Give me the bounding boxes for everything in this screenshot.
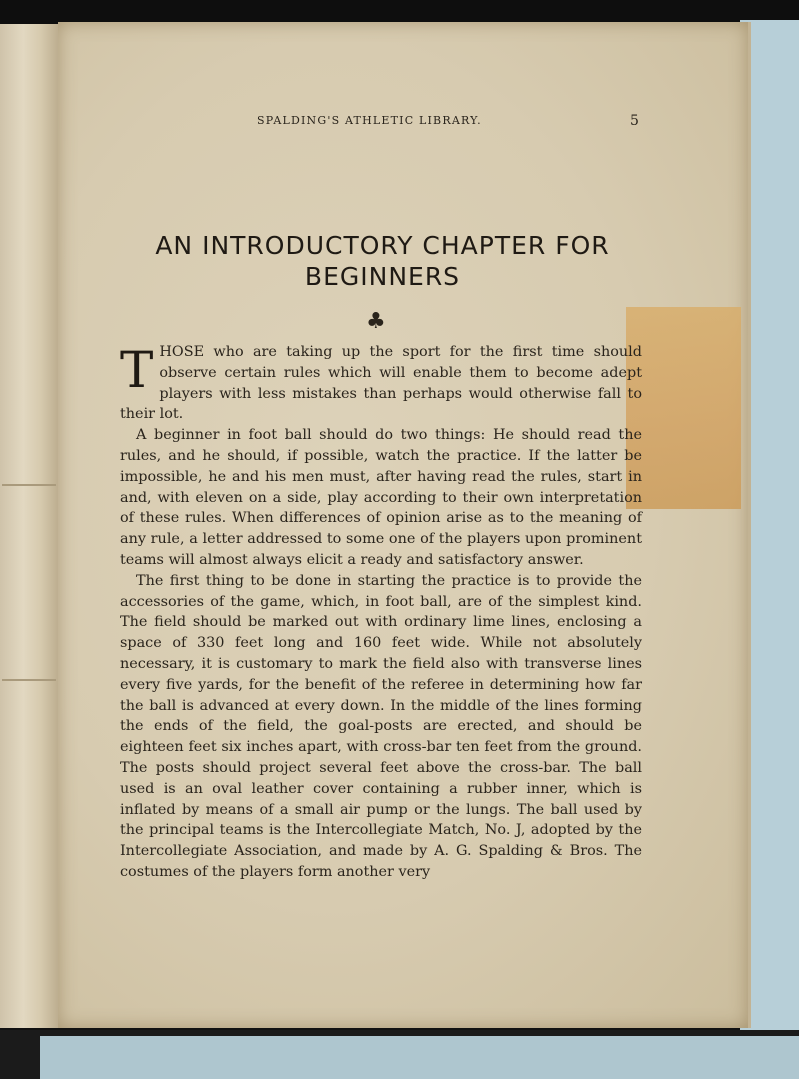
spine-fold [2,484,56,486]
tape-stain [626,307,741,509]
paragraph-3: The first thing to be done in starting the practice is to provide the accessories of the game, which, in foot ball, are of the simplest kind. The field should be marked out with ordinary lime lines, enclosing a space of 330 feet long and 160 feet wide. While not absolutely necessary, it is customary to mark the field also with transverse lines every five yards, for the benefit of the referee in determining how far the ball is advanced at every down. In the middle of the lines forming the ends of the field, the goal-posts are erected, and should be eighteen feet six inches apart, with cross-bar ten feet from the ground. The posts should project several feet above the cross-bar. The ball used is an oval leather cover containing a rubber inner, which is inflated by means of a small air pump or the lungs. The ball used by the principal teams is the Intercollegiate Match, No. J, adopted by the Intercollegiate Association, and made by A. G. Spalding & Bros. The costumes of the players form another very [120,572,642,880]
paragraph-2: A beginner in foot ball should do two things: He should read the rules, and he should, if possible, watch the practice. If the latter be impossible, he and his men must, after having read the rules, start in and, with eleven on a side, play according to their own interpretation of these rules. When differences of opinion arise as to the meaning of any rule, a letter addressed to some one of the players upon prominent teams will almost always elicit a ready and satisfactory answer. [120,427,642,568]
paragraph-1 [120,342,642,425]
chapter-title: AN INTRODUCTORY CHAPTER FOR BEGINNERS [155,231,610,291]
running-head: SPALDING'S ATHLETIC LIBRARY. [257,114,482,127]
page-number: 5 [630,113,639,129]
body-text [120,342,642,883]
spine-fold [2,679,56,681]
scan-bottom-background [40,1036,799,1079]
club-ornament-icon: ♣ [366,309,386,334]
drop-cap: T [120,341,154,399]
book-spine [0,24,60,1028]
scan-top-border [0,0,799,24]
paragraph-1-text: HOSE who are taking up the sport for the first time should observe certain rules which will enable them to become adept players with less mistakes than perhaps would otherwise fall to their lot. [120,344,642,423]
